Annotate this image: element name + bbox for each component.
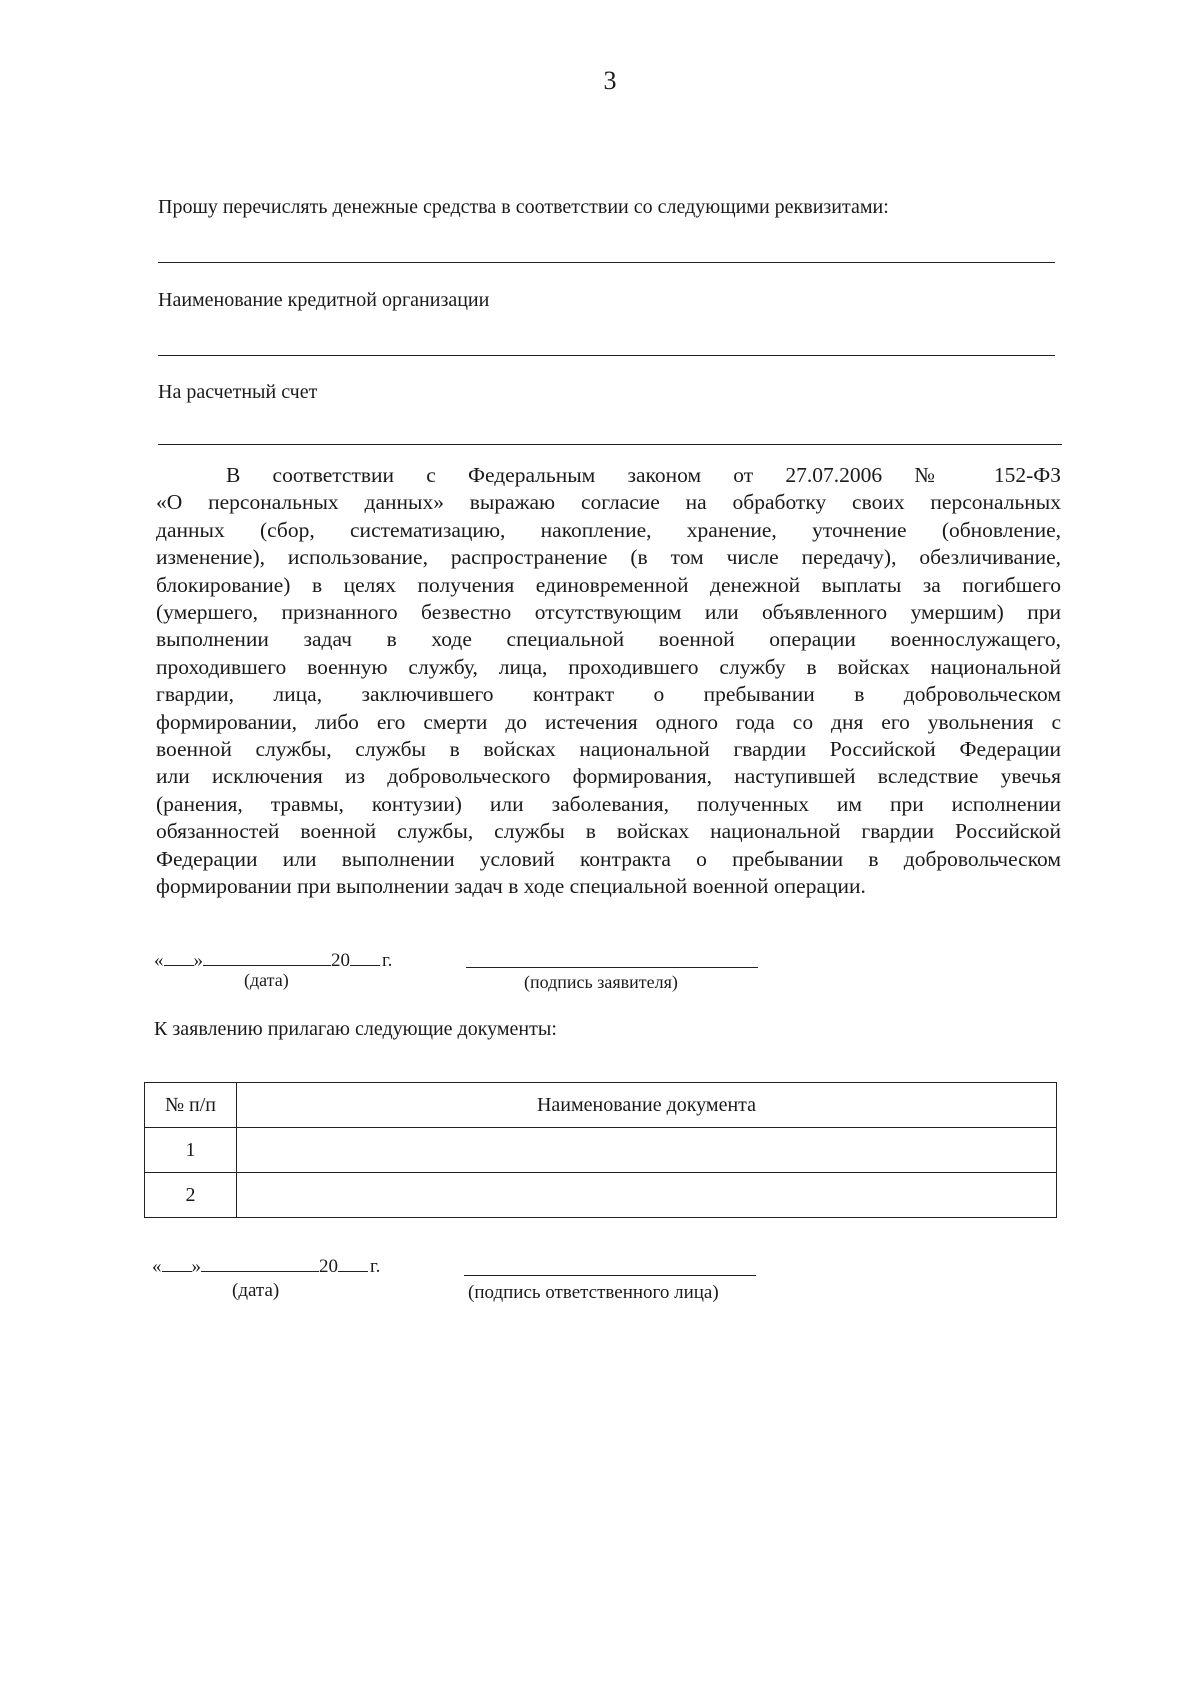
attachments-label: К заявлению прилагаю следующие документы:	[154, 1018, 557, 1040]
consent-line: гвардии, лица, заключившего контракт о пребывании в добровольческом	[156, 682, 1061, 707]
consent-line: формировании, либо его смерти до истечения одного года со дня его увольнения с	[156, 709, 1061, 734]
consent-line: «О персональных данных» выражаю согласие на обработку своих персональных	[156, 490, 1061, 515]
year-suffix: г.	[382, 950, 393, 971]
day-blank[interactable]	[162, 1257, 192, 1272]
bank-name-label: Наименование кредитной организации	[158, 289, 490, 311]
column-header-number: № п/п	[145, 1083, 237, 1128]
row-number: 2	[145, 1173, 237, 1218]
account-label: На расчетный счет	[158, 381, 318, 403]
consent-line: или исключения из добровольческого формирования, наступившей вследствие увечья	[156, 764, 1061, 789]
page-number: 3	[603, 66, 617, 95]
year-suffix: г.	[370, 1256, 381, 1277]
responsible-signature-caption: (подпись ответственного лица)	[468, 1282, 719, 1303]
month-blank[interactable]	[201, 1257, 319, 1272]
consent-line: военной службы, службы в войсках национальной гвардии Российской Федерации	[156, 737, 1061, 762]
year-prefix: 20	[331, 950, 350, 971]
applicant-date-row	[154, 950, 392, 972]
consent-line: формировании при выполнении задач в ходе специальной военной операции.	[156, 874, 866, 899]
column-header-document-name: Наименование документа	[237, 1083, 1057, 1128]
applicant-signature-line[interactable]	[466, 967, 758, 968]
consent-paragraph	[156, 462, 1061, 901]
document-name-cell[interactable]	[237, 1128, 1057, 1173]
document-name-cell[interactable]	[237, 1173, 1057, 1218]
table-row	[145, 1128, 1057, 1173]
account-blank-line[interactable]	[158, 444, 1062, 445]
consent-line: (ранения, травмы, контузии) или заболевания, полученных им при исполнении	[156, 791, 1061, 816]
consent-line: В соответствии с Федеральным законом от 27.07.2006 № 152-ФЗ	[226, 463, 1061, 487]
close-quote: »	[193, 950, 203, 971]
consent-line: Федерации или выполнении условий контракта о пребывании в добровольческом	[156, 846, 1061, 871]
consent-line: изменение), использование, распространение (в том числе передачу), обезличивание,	[156, 545, 1061, 570]
consent-line: (умершего, признанного безвестно отсутствующим или объявленного умершим) при	[156, 600, 1061, 625]
consent-line: проходившего военную службу, лица, проходившего службу в войсках национальной	[156, 654, 1061, 679]
bank-name-blank-line[interactable]	[158, 355, 1055, 356]
consent-line: данных (сбор, систематизацию, накопление, хранение, уточнение (обновление,	[156, 517, 1061, 542]
consent-line: обязанностей военной службы, службы в войсках национальной гвардии Российской	[156, 819, 1061, 844]
table-header-row	[145, 1083, 1057, 1128]
close-quote: »	[191, 1256, 201, 1277]
open-quote: «	[154, 950, 164, 971]
month-blank[interactable]	[203, 951, 331, 966]
year-prefix: 20	[319, 1256, 338, 1277]
year-blank[interactable]	[338, 1257, 368, 1272]
date-caption: (дата)	[244, 970, 289, 990]
consent-line: выполнении задач в ходе специальной военной операции военнослужащего,	[156, 627, 1061, 652]
row-number: 1	[145, 1128, 237, 1173]
payment-details-blank-line[interactable]	[158, 262, 1055, 263]
day-blank[interactable]	[164, 951, 194, 966]
responsible-signature-line[interactable]	[464, 1275, 756, 1276]
documents-table	[144, 1082, 1057, 1218]
table-row	[145, 1173, 1057, 1218]
responsible-date-row	[152, 1256, 380, 1278]
request-line: Прошу перечислять денежные средства в соответствии со следующими реквизитами:	[158, 196, 889, 218]
year-blank[interactable]	[350, 951, 380, 966]
open-quote: «	[152, 1256, 162, 1277]
date-caption: (дата)	[232, 1280, 280, 1301]
applicant-signature-caption: (подпись заявителя)	[524, 972, 678, 992]
consent-line: блокирование) в целях получения единовременной денежной выплаты за погибшего	[156, 572, 1061, 597]
